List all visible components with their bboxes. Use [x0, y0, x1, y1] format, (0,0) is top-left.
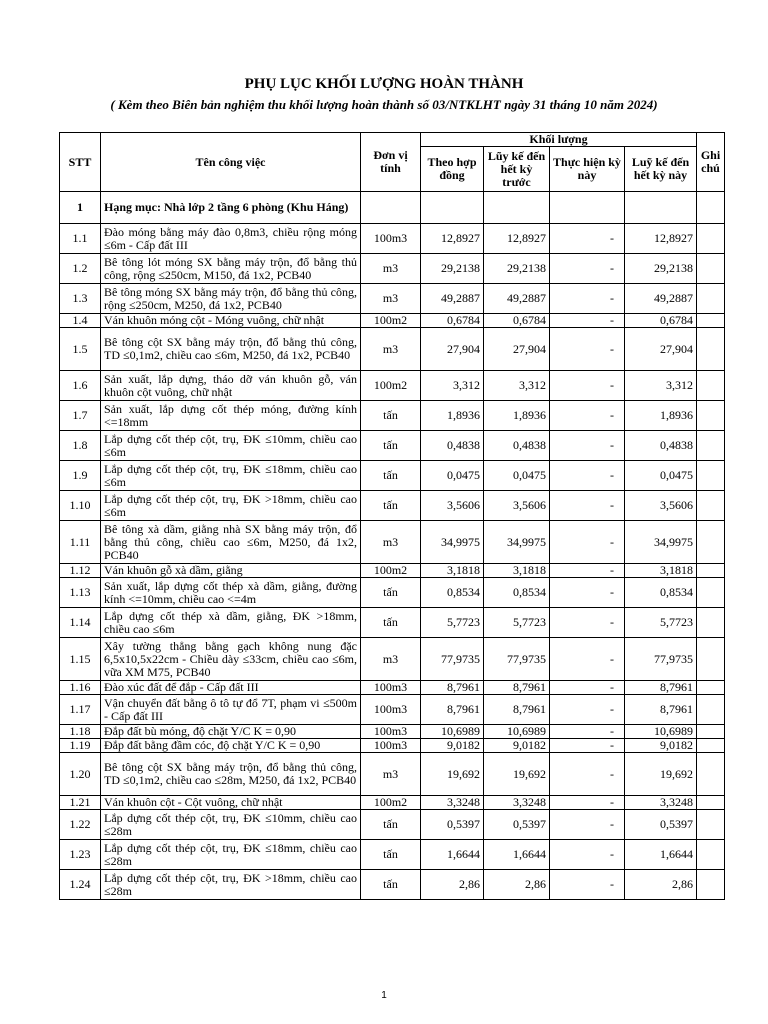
- row-this-period: -: [550, 491, 625, 521]
- row-cumulative-previous: 12,8927: [484, 224, 550, 254]
- table-body: [60, 192, 725, 900]
- row-stt: 1.24: [60, 870, 101, 900]
- row-notes: [697, 431, 725, 461]
- row-this-period: -: [550, 401, 625, 431]
- row-contract-volume: 3,312: [421, 371, 484, 401]
- row-contract-volume: 2,86: [421, 870, 484, 900]
- row-this-period: -: [550, 725, 625, 739]
- table-row: [60, 564, 725, 578]
- category-empty-cell: [550, 192, 625, 224]
- row-cumulative-previous: 0,8534: [484, 578, 550, 608]
- category-row: [60, 192, 725, 224]
- row-task-name: Vận chuyển đất bằng ô tô tự đổ 7T, phạm vi ≤500m - Cấp đất III: [101, 695, 361, 725]
- row-cumulative-previous: 3,312: [484, 371, 550, 401]
- row-cumulative-current: 3,5606: [625, 491, 697, 521]
- row-cumulative-previous: 10,6989: [484, 725, 550, 739]
- table-row: [60, 796, 725, 810]
- row-stt: 1.10: [60, 491, 101, 521]
- row-contract-volume: 0,6784: [421, 314, 484, 328]
- row-notes: [697, 681, 725, 695]
- row-cumulative-current: 34,9975: [625, 521, 697, 564]
- category-empty-cell: [361, 192, 421, 224]
- row-stt: 1.11: [60, 521, 101, 564]
- row-notes: [697, 328, 725, 371]
- row-notes: [697, 695, 725, 725]
- row-notes: [697, 564, 725, 578]
- row-contract-volume: 3,3248: [421, 796, 484, 810]
- row-cumulative-previous: 3,1818: [484, 564, 550, 578]
- row-cumulative-current: 9,0182: [625, 739, 697, 753]
- row-cumulative-current: 8,7961: [625, 695, 697, 725]
- row-task-name: Sản xuất, lắp dựng, tháo dỡ ván khuôn gỗ, ván khuôn cột vuông, chữ nhật: [101, 371, 361, 401]
- row-contract-volume: 0,4838: [421, 431, 484, 461]
- row-task-name: Bê tông lót móng SX bằng máy trộn, đổ bằng thủ công, rộng ≤250cm, M150, đá 1x2, PCB40: [101, 254, 361, 284]
- row-task-name: Sản xuất, lắp dựng cốt thép xà dầm, giằng, đường kính <=10mm, chiều cao <=4m: [101, 578, 361, 608]
- row-this-period: -: [550, 328, 625, 371]
- row-cumulative-current: 3,3248: [625, 796, 697, 810]
- row-contract-volume: 0,8534: [421, 578, 484, 608]
- row-notes: [697, 461, 725, 491]
- row-cumulative-previous: 1,8936: [484, 401, 550, 431]
- row-task-name: Lắp dựng cốt thép cột, trụ, ĐK ≤18mm, chiều cao ≤28m: [101, 840, 361, 870]
- row-this-period: -: [550, 810, 625, 840]
- row-notes: [697, 521, 725, 564]
- row-contract-volume: 10,6989: [421, 725, 484, 739]
- table-row: [60, 431, 725, 461]
- table-row: [60, 870, 725, 900]
- row-task-name: Ván khuôn móng cột - Móng vuông, chữ nhật: [101, 314, 361, 328]
- row-notes: [697, 491, 725, 521]
- table-row: [60, 840, 725, 870]
- table-row: [60, 681, 725, 695]
- page-number: 1: [381, 990, 387, 1001]
- row-task-name: Lắp dựng cốt thép cột, trụ, ĐK >18mm, chiều cao ≤6m: [101, 491, 361, 521]
- category-empty-cell: [484, 192, 550, 224]
- row-task-name: Ván khuôn cột - Cột vuông, chữ nhật: [101, 796, 361, 810]
- row-notes: [697, 725, 725, 739]
- header-contract: Theo hợp đồng: [421, 147, 484, 192]
- row-contract-volume: 0,0475: [421, 461, 484, 491]
- row-unit: m3: [361, 521, 421, 564]
- row-cumulative-current: 0,4838: [625, 431, 697, 461]
- table-row: [60, 491, 725, 521]
- row-contract-volume: 77,9735: [421, 638, 484, 681]
- row-cumulative-previous: 8,7961: [484, 681, 550, 695]
- row-cumulative-previous: 0,4838: [484, 431, 550, 461]
- row-notes: [697, 796, 725, 810]
- row-unit: 100m2: [361, 796, 421, 810]
- category-stt: 1: [60, 192, 101, 224]
- header-volume: Khối lượng: [421, 133, 697, 147]
- row-unit: m3: [361, 753, 421, 796]
- row-this-period: -: [550, 840, 625, 870]
- row-this-period: -: [550, 254, 625, 284]
- row-unit: tấn: [361, 461, 421, 491]
- row-this-period: -: [550, 753, 625, 796]
- row-cumulative-previous: 49,2887: [484, 284, 550, 314]
- row-task-name: Lắp dựng cốt thép cột, trụ, ĐK >18mm, chiều cao ≤28m: [101, 870, 361, 900]
- header-unit: Đơn vị tính: [361, 133, 421, 192]
- table-row: [60, 371, 725, 401]
- row-cumulative-previous: 0,0475: [484, 461, 550, 491]
- row-this-period: -: [550, 224, 625, 254]
- row-this-period: -: [550, 578, 625, 608]
- row-cumulative-previous: 77,9735: [484, 638, 550, 681]
- row-cumulative-current: 3,312: [625, 371, 697, 401]
- row-contract-volume: 49,2887: [421, 284, 484, 314]
- row-notes: [697, 401, 725, 431]
- row-unit: tấn: [361, 401, 421, 431]
- row-unit: tấn: [361, 608, 421, 638]
- row-this-period: -: [550, 314, 625, 328]
- row-unit: 100m2: [361, 564, 421, 578]
- row-notes: [697, 314, 725, 328]
- row-stt: 1.23: [60, 840, 101, 870]
- row-cumulative-current: 12,8927: [625, 224, 697, 254]
- row-cumulative-previous: 9,0182: [484, 739, 550, 753]
- row-contract-volume: 19,692: [421, 753, 484, 796]
- header-cumulative-previous: Lũy kế đến hết kỳ trước: [484, 147, 550, 192]
- category-empty-cell: [421, 192, 484, 224]
- category-name: Hạng mục: Nhà lớp 2 tầng 6 phòng (Khu Háng): [101, 192, 361, 224]
- row-this-period: -: [550, 284, 625, 314]
- row-unit: 100m3: [361, 695, 421, 725]
- row-unit: tấn: [361, 491, 421, 521]
- row-notes: [697, 224, 725, 254]
- row-stt: 1.17: [60, 695, 101, 725]
- row-unit: m3: [361, 638, 421, 681]
- row-contract-volume: 8,7961: [421, 681, 484, 695]
- row-task-name: Sản xuất, lắp dựng cốt thép móng, đường kính <=18mm: [101, 401, 361, 431]
- row-notes: [697, 840, 725, 870]
- row-task-name: Bê tông móng SX bằng máy trộn, đổ bằng thủ công, rộng ≤250cm, M250, đá 1x2, PCB40: [101, 284, 361, 314]
- row-this-period: -: [550, 638, 625, 681]
- volume-table: [59, 132, 725, 900]
- row-unit: m3: [361, 328, 421, 371]
- row-stt: 1.19: [60, 739, 101, 753]
- table-row: [60, 608, 725, 638]
- table-row: [60, 638, 725, 681]
- row-stt: 1.6: [60, 371, 101, 401]
- row-task-name: Đắp đất bằng đầm cóc, độ chặt Y/C K = 0,90: [101, 739, 361, 753]
- row-cumulative-previous: 27,904: [484, 328, 550, 371]
- header-this-period: Thực hiện kỳ này: [550, 147, 625, 192]
- row-cumulative-current: 0,5397: [625, 810, 697, 840]
- row-notes: [697, 810, 725, 840]
- row-contract-volume: 3,5606: [421, 491, 484, 521]
- row-cumulative-current: 27,904: [625, 328, 697, 371]
- row-unit: tấn: [361, 578, 421, 608]
- row-unit: tấn: [361, 431, 421, 461]
- table-row: [60, 521, 725, 564]
- row-stt: 1.4: [60, 314, 101, 328]
- row-contract-volume: 0,5397: [421, 810, 484, 840]
- row-cumulative-current: 0,8534: [625, 578, 697, 608]
- row-notes: [697, 638, 725, 681]
- row-cumulative-current: 10,6989: [625, 725, 697, 739]
- row-cumulative-current: 2,86: [625, 870, 697, 900]
- row-stt: 1.20: [60, 753, 101, 796]
- row-cumulative-current: 19,692: [625, 753, 697, 796]
- row-task-name: Lắp dựng cốt thép cột, trụ, ĐK ≤10mm, chiều cao ≤6m: [101, 431, 361, 461]
- row-notes: [697, 284, 725, 314]
- row-task-name: Ván khuôn gỗ xà dầm, giằng: [101, 564, 361, 578]
- row-task-name: Lắp dựng cốt thép xà dầm, giằng, ĐK >18mm, chiều cao ≤6m: [101, 608, 361, 638]
- table-row: [60, 578, 725, 608]
- table-row: [60, 314, 725, 328]
- row-stt: 1.18: [60, 725, 101, 739]
- row-notes: [697, 608, 725, 638]
- table-row: [60, 753, 725, 796]
- row-cumulative-previous: 34,9975: [484, 521, 550, 564]
- header-stt: STT: [60, 133, 101, 192]
- row-notes: [697, 753, 725, 796]
- row-unit: 100m3: [361, 725, 421, 739]
- row-cumulative-previous: 2,86: [484, 870, 550, 900]
- row-cumulative-previous: 8,7961: [484, 695, 550, 725]
- table-row: [60, 461, 725, 491]
- row-unit: m3: [361, 284, 421, 314]
- row-unit: 100m3: [361, 681, 421, 695]
- row-cumulative-previous: 5,7723: [484, 608, 550, 638]
- row-notes: [697, 739, 725, 753]
- row-cumulative-previous: 3,3248: [484, 796, 550, 810]
- row-stt: 1.13: [60, 578, 101, 608]
- row-task-name: Bê tông cột SX bằng máy trộn, đổ bằng thủ công, TD ≤0,1m2, chiều cao ≤6m, M250, đá 1x2, PCB40: [101, 328, 361, 371]
- row-this-period: -: [550, 371, 625, 401]
- row-contract-volume: 9,0182: [421, 739, 484, 753]
- row-cumulative-current: 29,2138: [625, 254, 697, 284]
- row-unit: 100m2: [361, 371, 421, 401]
- row-stt: 1.7: [60, 401, 101, 431]
- row-unit: tấn: [361, 870, 421, 900]
- row-task-name: Lắp dựng cốt thép cột, trụ, ĐK ≤10mm, chiều cao ≤28m: [101, 810, 361, 840]
- row-cumulative-previous: 1,6644: [484, 840, 550, 870]
- row-stt: 1.1: [60, 224, 101, 254]
- row-this-period: -: [550, 796, 625, 810]
- row-unit: m3: [361, 254, 421, 284]
- row-this-period: -: [550, 739, 625, 753]
- row-cumulative-current: 49,2887: [625, 284, 697, 314]
- page-title: PHỤ LỤC KHỐI LƯỢNG HOÀN THÀNH: [244, 76, 524, 92]
- row-task-name: Lắp dựng cốt thép cột, trụ, ĐK ≤18mm, chiều cao ≤6m: [101, 461, 361, 491]
- row-stt: 1.22: [60, 810, 101, 840]
- row-cumulative-current: 3,1818: [625, 564, 697, 578]
- row-task-name: Đắp đất bù móng, độ chặt Y/C K = 0,90: [101, 725, 361, 739]
- row-task-name: Đào móng bằng máy đào 0,8m3, chiều rộng móng ≤6m - Cấp đất III: [101, 224, 361, 254]
- row-cumulative-current: 0,0475: [625, 461, 697, 491]
- row-notes: [697, 254, 725, 284]
- row-this-period: -: [550, 461, 625, 491]
- row-cumulative-previous: 0,5397: [484, 810, 550, 840]
- row-notes: [697, 578, 725, 608]
- row-contract-volume: 5,7723: [421, 608, 484, 638]
- row-contract-volume: 29,2138: [421, 254, 484, 284]
- row-cumulative-current: 1,8936: [625, 401, 697, 431]
- row-stt: 1.15: [60, 638, 101, 681]
- table-row: [60, 224, 725, 254]
- table-row: [60, 810, 725, 840]
- row-this-period: -: [550, 564, 625, 578]
- row-this-period: -: [550, 608, 625, 638]
- table-row: [60, 739, 725, 753]
- table-row: [60, 284, 725, 314]
- table-row: [60, 401, 725, 431]
- page-subtitle: ( Kèm theo Biên bản nghiệm thu khối lượng hoàn thành số 03/NTKLHT ngày 31 tháng 10 năm 2024): [110, 97, 658, 112]
- row-stt: 1.3: [60, 284, 101, 314]
- row-contract-volume: 3,1818: [421, 564, 484, 578]
- table-row: [60, 328, 725, 371]
- row-stt: 1.16: [60, 681, 101, 695]
- row-stt: 1.8: [60, 431, 101, 461]
- row-contract-volume: 1,6644: [421, 840, 484, 870]
- row-stt: 1.2: [60, 254, 101, 284]
- table-header: [60, 133, 725, 192]
- row-cumulative-current: 1,6644: [625, 840, 697, 870]
- row-notes: [697, 371, 725, 401]
- category-empty-cell: [697, 192, 725, 224]
- row-cumulative-current: 0,6784: [625, 314, 697, 328]
- row-cumulative-previous: 0,6784: [484, 314, 550, 328]
- row-unit: tấn: [361, 810, 421, 840]
- header-notes: Ghi chú: [697, 133, 725, 192]
- row-contract-volume: 34,9975: [421, 521, 484, 564]
- row-unit: 100m2: [361, 314, 421, 328]
- header-task-name: Tên công việc: [101, 133, 361, 192]
- row-stt: 1.5: [60, 328, 101, 371]
- row-cumulative-previous: 3,5606: [484, 491, 550, 521]
- row-task-name: Xây tường thẳng bằng gạch không nung đặc 6,5x10,5x22cm - Chiều dày ≤33cm, chiều cao ≤6m, vữa XM M75, PCB40: [101, 638, 361, 681]
- row-notes: [697, 870, 725, 900]
- row-cumulative-current: 8,7961: [625, 681, 697, 695]
- row-this-period: -: [550, 681, 625, 695]
- table-row: [60, 695, 725, 725]
- row-stt: 1.14: [60, 608, 101, 638]
- row-cumulative-current: 77,9735: [625, 638, 697, 681]
- row-cumulative-previous: 19,692: [484, 753, 550, 796]
- row-contract-volume: 1,8936: [421, 401, 484, 431]
- row-contract-volume: 12,8927: [421, 224, 484, 254]
- row-task-name: Bê tông cột SX bằng máy trộn, đổ bằng thủ công, TD ≤0,1m2, chiều cao ≤28m, M250, đá 1x2, PCB40: [101, 753, 361, 796]
- row-stt: 1.12: [60, 564, 101, 578]
- row-contract-volume: 8,7961: [421, 695, 484, 725]
- row-this-period: -: [550, 870, 625, 900]
- row-cumulative-previous: 29,2138: [484, 254, 550, 284]
- row-task-name: Bê tông xà dầm, giằng nhà SX bằng máy trộn, đổ bằng thủ công, chiều cao ≤6m, M250, đá 1x2, PCB40: [101, 521, 361, 564]
- row-this-period: -: [550, 431, 625, 461]
- row-unit: 100m3: [361, 224, 421, 254]
- row-task-name: Đào xúc đất để đắp - Cấp đất III: [101, 681, 361, 695]
- row-unit: tấn: [361, 840, 421, 870]
- table-row: [60, 725, 725, 739]
- category-empty-cell: [625, 192, 697, 224]
- row-stt: 1.9: [60, 461, 101, 491]
- row-this-period: -: [550, 695, 625, 725]
- table-row: [60, 254, 725, 284]
- header-cumulative-current: Luỹ kế đến hết kỳ này: [625, 147, 697, 192]
- row-stt: 1.21: [60, 796, 101, 810]
- row-this-period: -: [550, 521, 625, 564]
- row-cumulative-current: 5,7723: [625, 608, 697, 638]
- row-unit: 100m3: [361, 739, 421, 753]
- row-contract-volume: 27,904: [421, 328, 484, 371]
